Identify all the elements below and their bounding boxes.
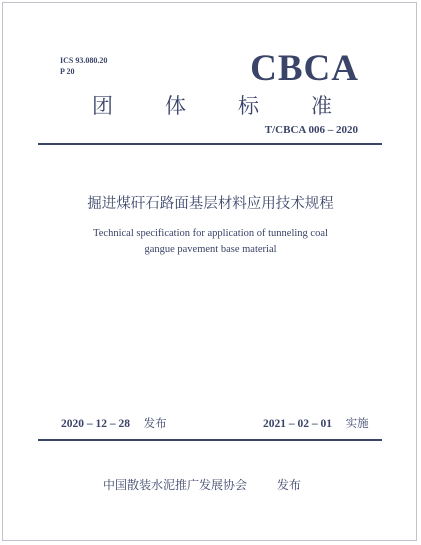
publish-date: 2020 – 12 – 28 — [61, 418, 130, 430]
ics-code: ICS 93.080.20 — [60, 56, 108, 65]
ccs-code: P 20 — [60, 67, 75, 76]
cbca-logo: CBCA — [250, 48, 359, 89]
top-divider — [38, 143, 382, 145]
implement-date: 2021 – 02 – 01 — [263, 418, 332, 430]
document-title-english — [0, 226, 421, 258]
english-title-line: gangue pavement base material — [144, 244, 277, 255]
standard-type — [92, 90, 332, 120]
standard-type-char: 准 — [311, 94, 332, 118]
standard-type-char: 团 — [92, 94, 113, 118]
bottom-divider — [38, 439, 382, 441]
implement-date-row — [263, 415, 369, 431]
standard-code: T/CBCA 006 – 2020 — [264, 124, 358, 136]
implement-label: 实施 — [345, 416, 369, 430]
english-title-line: Technical specification for application of tunneling coal — [93, 228, 328, 239]
publisher-label: 发布 — [276, 478, 301, 492]
document-title-chinese: 掘进煤矸石路面基层材料应用技术规程 — [87, 196, 334, 212]
standard-type-char: 标 — [238, 94, 259, 118]
publish-label: 发布 — [143, 416, 167, 430]
publisher-organization: 中国散装水泥推广发展协会 — [103, 478, 248, 492]
publish-date-row — [61, 415, 167, 431]
standard-type-char: 体 — [165, 94, 186, 118]
classification-codes — [60, 55, 107, 77]
publisher — [103, 476, 301, 493]
